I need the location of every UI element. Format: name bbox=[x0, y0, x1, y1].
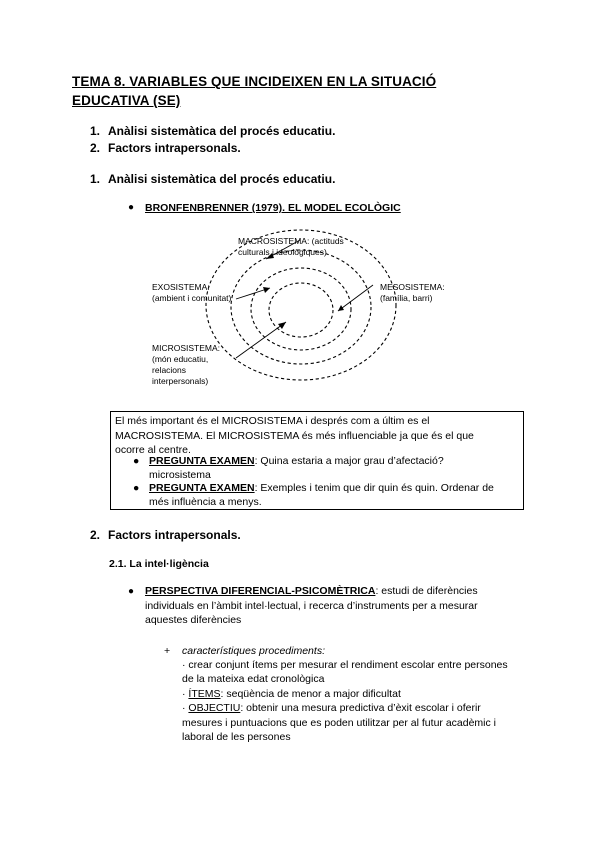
plus-marker: + bbox=[164, 645, 171, 657]
q2-bullet: ● bbox=[133, 482, 140, 494]
objectiu-text: : obtenir una mesura predictiva d’èxit escolar i oferir bbox=[240, 702, 481, 714]
exosystem-desc: (ambient i comunitat) bbox=[152, 293, 232, 303]
question-1-label: PREGUNTA EXAMEN bbox=[149, 455, 255, 467]
procedures-line-1: · crear conjunt ítems per mesurar el rendiment escolar entre persones bbox=[182, 659, 508, 671]
question-1-text: : Quina estaria a major grau d’afectació? bbox=[254, 455, 444, 467]
mesosystem-label: MESOSISTEMA: bbox=[380, 282, 445, 292]
section2-heading: Factors intrapersonals. bbox=[108, 528, 241, 542]
toc-item-2: Factors intrapersonals. bbox=[108, 141, 241, 155]
micro-arrowhead bbox=[278, 322, 286, 329]
meso-arrow bbox=[338, 285, 373, 311]
page-title-line1: TEMA 8. VARIABLES QUE INCIDEIXEN EN LA SITUACIÓ bbox=[72, 74, 437, 89]
microsystem-label: MICROSISTEMA: bbox=[152, 343, 221, 353]
procedures-line-6: laboral de les persones bbox=[182, 731, 291, 743]
toc-item-1: Anàlisi sistemàtica del procés educatiu. bbox=[108, 124, 336, 138]
question-2-label: PREGUNTA EXAMEN bbox=[149, 482, 255, 494]
note-line-2: MACROSISTEMA. El MICROSISTEMA és més influenciable ja que és el que bbox=[115, 430, 474, 442]
perspective-line-1 bbox=[145, 585, 478, 597]
exosystem-label: EXOSISTEMA: bbox=[152, 282, 210, 292]
meso-arrowhead bbox=[338, 305, 344, 311]
question-2-text: : Exemples i tenim que dir quin és quin. Ordenar de bbox=[254, 482, 494, 494]
subsection-2-1-heading: 2.1. La intel·ligència bbox=[109, 558, 209, 570]
bullet-dot-2: ● bbox=[128, 586, 135, 597]
perspective-line-2: individuals en l’àmbit intel·lectual, i recerca d’instruments per a mesurar bbox=[145, 600, 478, 612]
note-line-1: El més important és el MICROSISTEMA i després com a últim es el bbox=[115, 415, 430, 427]
microsystem-desc-3: interpersonals) bbox=[152, 376, 209, 386]
objectiu-label: OBJECTIU bbox=[188, 702, 241, 714]
objectiu-prefix: · bbox=[182, 702, 189, 714]
exo-arrowhead bbox=[263, 287, 270, 293]
perspective-line-3: aquestes diferències bbox=[145, 614, 242, 626]
question-1-answer: microsistema bbox=[149, 469, 211, 481]
microsystem-desc-1: (món educatiu, bbox=[152, 354, 209, 364]
section2-number: 2. bbox=[90, 528, 101, 542]
procedures-line-2: de la mateixa edat cronològica bbox=[182, 673, 325, 685]
note-box bbox=[110, 411, 524, 510]
macrosystem-label: MACROSISTEMA: (actituds bbox=[238, 236, 344, 246]
section1-number: 1. bbox=[90, 172, 101, 186]
perspective-label: PERSPECTIVA DIFERENCIAL-PSICOMÈTRICA bbox=[145, 585, 376, 597]
microsystem-desc-2: relacions bbox=[152, 365, 187, 375]
toc-number-1: 1. bbox=[90, 124, 101, 138]
q1-bullet: ● bbox=[133, 455, 140, 467]
items-text: : seqüència de menor a major dificultat bbox=[220, 688, 401, 700]
objectiu-line bbox=[182, 702, 481, 714]
toc-number-2: 2. bbox=[90, 141, 101, 155]
bullet-dot: ● bbox=[128, 202, 135, 213]
perspective-text: : estudi de diferències bbox=[375, 585, 478, 597]
mesosystem-circle bbox=[251, 268, 351, 350]
items-label: ÍTEMS bbox=[188, 688, 221, 700]
microsystem-circle bbox=[269, 283, 333, 337]
note-line-3: ocorre al centre. bbox=[115, 444, 191, 456]
section1-heading: Anàlisi sistemàtica del procés educatiu. bbox=[108, 172, 336, 186]
question-2-text-cont: més influència a menys. bbox=[149, 496, 262, 508]
items-prefix: · bbox=[182, 688, 189, 700]
question-2 bbox=[149, 482, 494, 494]
mesosystem-desc: (família, barri) bbox=[380, 293, 433, 303]
question-1 bbox=[149, 455, 444, 467]
procedures-line-5: mesures i puntuacions que es poden utilitzar per al futur acadèmic i bbox=[182, 717, 497, 729]
macrosystem-desc: culturals i ideològiques) bbox=[238, 247, 327, 257]
items-line bbox=[182, 688, 401, 700]
page-title-line2: EDUCATIVA (SE) bbox=[72, 93, 181, 108]
procedures-title: característiques procediments: bbox=[182, 645, 325, 657]
bronfenbrenner-heading: BRONFENBRENNER (1979). EL MODEL ECOLÒGIC bbox=[145, 202, 401, 214]
